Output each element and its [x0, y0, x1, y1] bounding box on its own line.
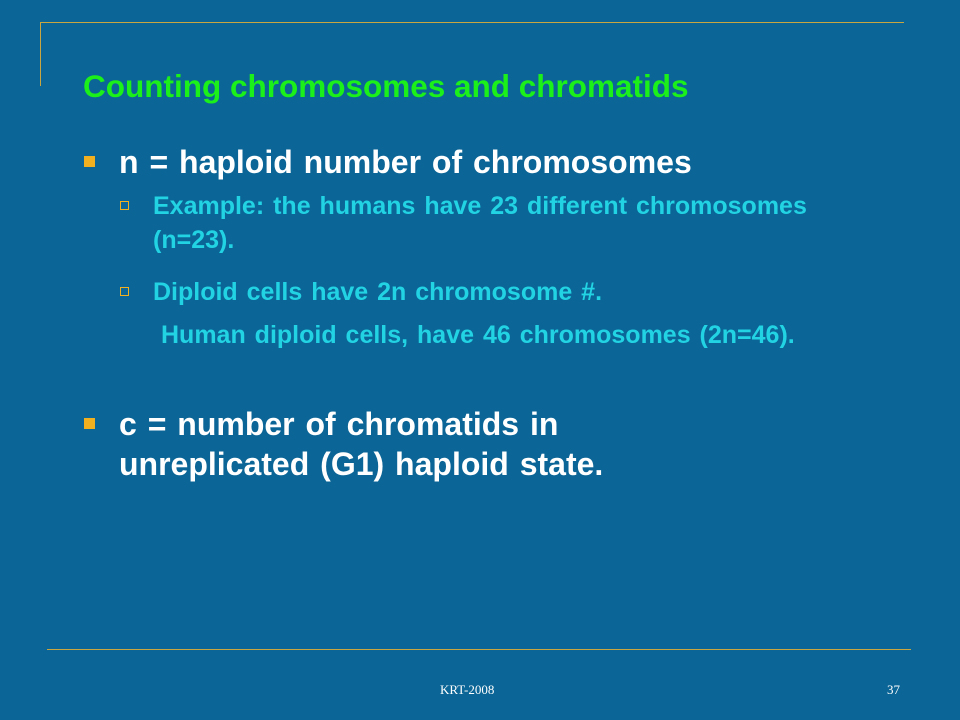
sub-bullet-text: Example: the humans have 23 different chromosomes (n=23).: [153, 192, 807, 254]
hollow-square-bullet-icon: [120, 287, 129, 296]
bullet-text: c = number of chromatids in unreplicated (G1) haploid state.: [119, 406, 604, 482]
continuation-text: Human diploid cells, have 46 chromosomes (2n=46).: [161, 321, 795, 349]
sub-bullet-text: Diploid cells have 2n chromosome #.: [153, 278, 603, 306]
square-bullet-icon: [84, 418, 95, 429]
frame-left-line: [40, 22, 41, 86]
frame-top-line: [40, 22, 904, 23]
slide-title: Counting chromosomes and chromatids: [83, 68, 689, 104]
bullet-text: n = haploid number of chromosomes: [119, 144, 692, 180]
footer-divider: [47, 649, 911, 650]
page-number: 37: [887, 682, 900, 697]
footer-label: KRT-2008: [440, 682, 495, 697]
square-bullet-icon: [84, 156, 95, 167]
hollow-square-bullet-icon: [120, 201, 129, 210]
